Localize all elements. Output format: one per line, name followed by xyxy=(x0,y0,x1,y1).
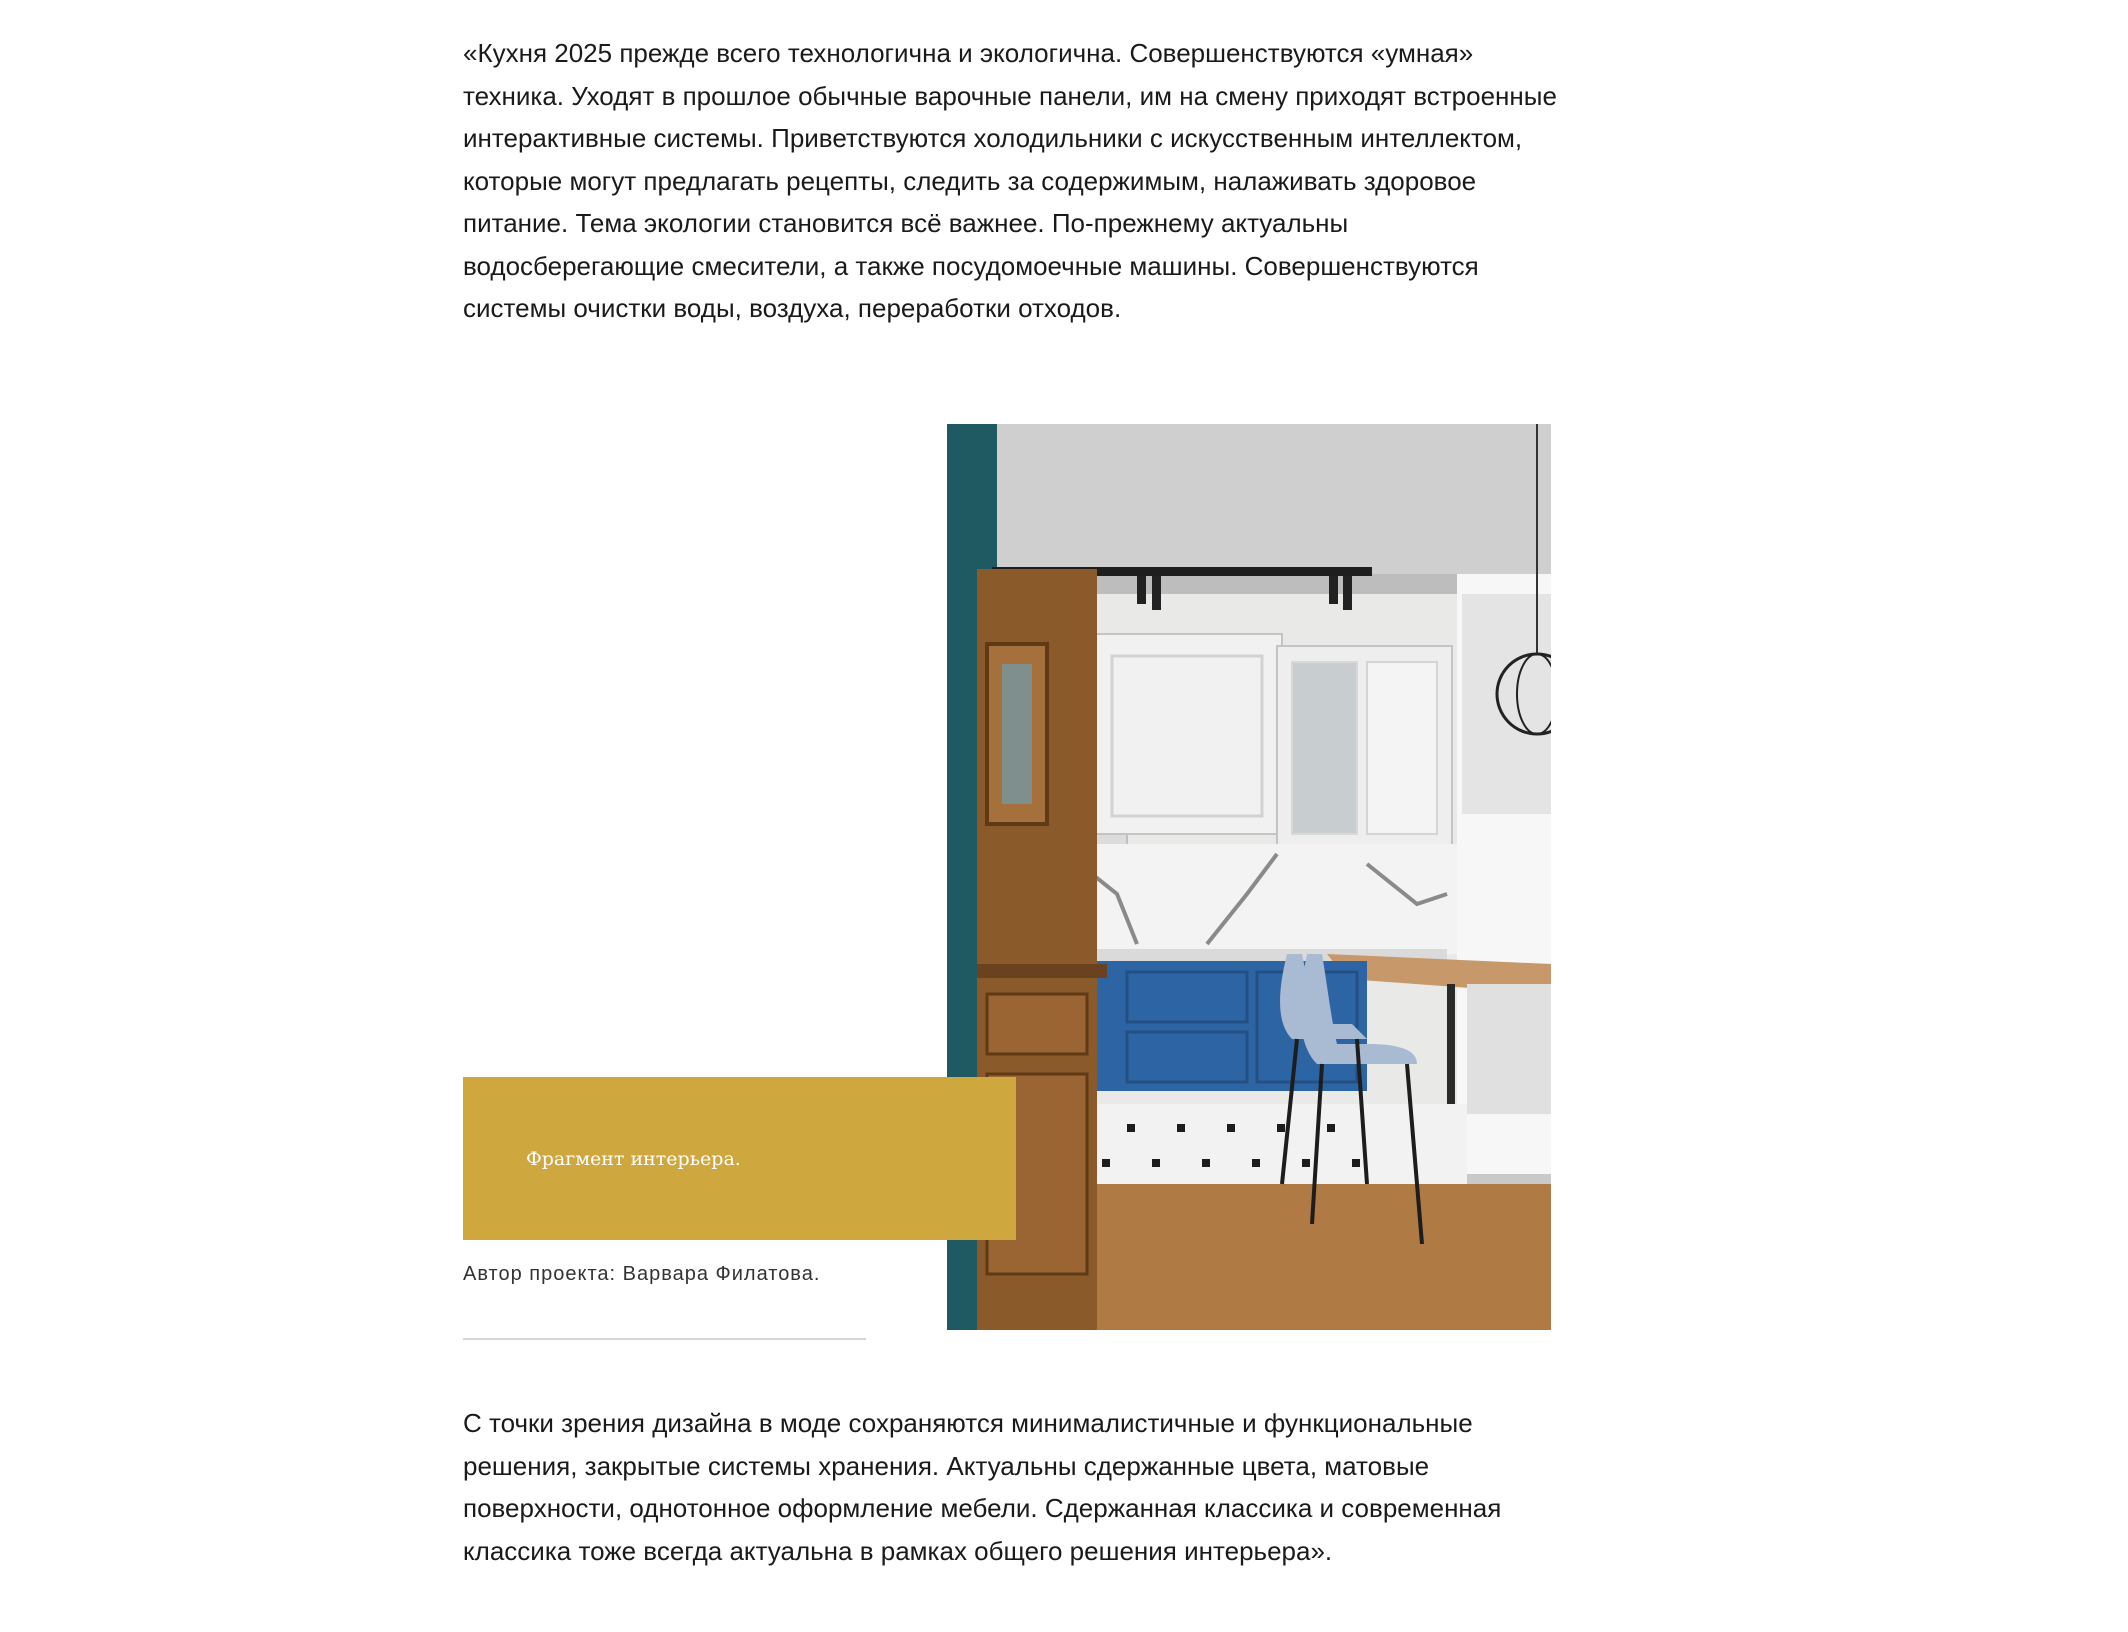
article-paragraph-2: С точки зрения дизайна в моде сохраняются минималистичные и функциональные решения, закрытые системы хранения. Актуальны сдержанные цвета, матовые поверхности, однотонное оформление мебели. Сдержанная классика и современная классика тоже всегда актуальна в рамках общего решения интерьера». xyxy=(463,1408,1502,1566)
caption-box xyxy=(463,1077,1016,1240)
divider xyxy=(463,1338,866,1340)
kitchen-interior-photo xyxy=(947,424,1551,1330)
project-author: Автор проекта: Варвара Филатова. xyxy=(463,1263,821,1285)
figure-caption: Фрагмент интерьера. xyxy=(526,1147,741,1170)
article-paragraph-1: «Кухня 2025 прежде всего технологична и экологична. Совершенствуются «умная» техника. Уходят в прошлое обычные варочные панели, им на смену приходят встроенные интерактивные системы. Приветствуются холодильники с искусственным интеллектом, которые могут предлагать рецепты, следить за содержимым, налаживать здоровое питание. Тема экологии становится всё важнее. По-прежнему актуальны водосберегающие смесители, а также посудомоечные машины. Совершенствуются системы очистки воды, воздуха, переработки отходов. xyxy=(463,38,1557,323)
